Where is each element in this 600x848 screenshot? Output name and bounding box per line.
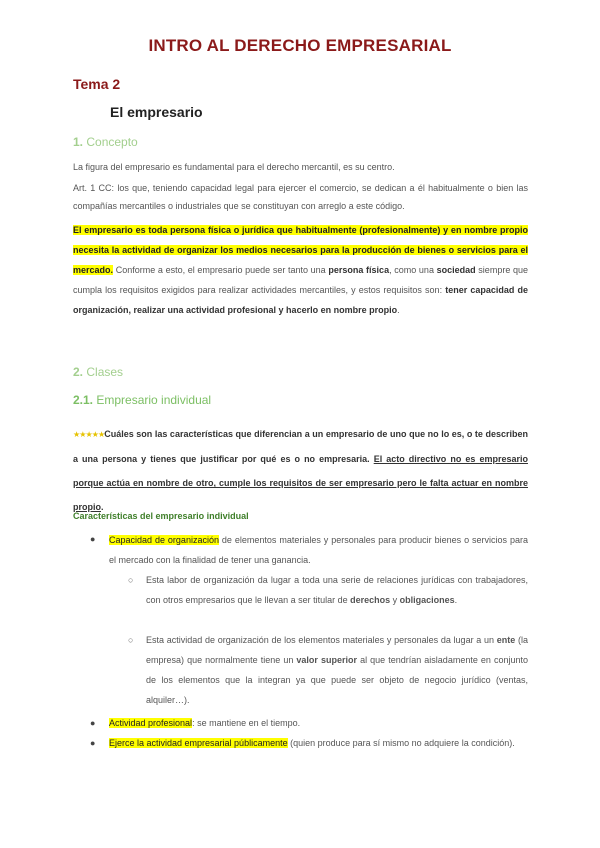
question-bold: Cuáles son las características que diferencian a un empresario de uno que no lo es, o te describen a una persona y tienes que justificar por qué es o no empresaria. — [73, 429, 529, 464]
section-1-label: Concepto — [86, 135, 138, 149]
section-2-1-label: Empresario individual — [96, 393, 212, 407]
bullet-2-text: : se mantiene en el tiempo. — [192, 718, 301, 728]
bullet-3-text: (quien produce para sí mismo no adquiere la condición). — [287, 738, 515, 748]
sub-1-bold-2: obligaciones — [399, 595, 455, 605]
tema-heading: Tema 2 — [73, 76, 121, 92]
bullet-1-text: de elementos materiales y personales para producir bienes o servicios para el mercado con la finalidad de tener una ganancia. — [109, 535, 528, 565]
star-rating-icon: ★★★★★ — [73, 430, 105, 439]
p3-text-1: Conforme a esto, el empresario puede ser tanto una — [113, 265, 329, 275]
sub-1-text-1: Esta labor de organización da lugar a toda una serie de relaciones jurídicas con trabajadores, con otros empresarios que le llevan a ser titular de — [146, 575, 528, 605]
bullet-dot-icon: ● — [90, 718, 96, 728]
p3-bold-3: tener capacidad de organización, realizar una actividad profesional y hacerlo en nombre propio — [73, 285, 528, 315]
p3-text-2: , como una — [389, 265, 437, 275]
characteristics-title: Características del empresario individual — [73, 511, 249, 521]
sub-1-bold-1: derechos — [350, 595, 391, 605]
p3-text-3: siempre que cumpla los requisitos exigidos para realizar actividades mercantiles, y estos requisitos son: — [73, 265, 529, 295]
definition-highlight: El empresario es toda persona física o jurídica que habitualmente (profesionalmente) y en nombre propio necesita la actividad de organizar los medios necesarios para la producción de bienes o servicios para el mercado. — [73, 225, 528, 275]
bullet-3-highlight: Ejerce la actividad empresarial públicamente — [109, 738, 288, 748]
sub-2-text-3: al que tendrían aisladamente en conjunto de los elementos que la integran ya que puede ser objeto de negocio jurídico (ventas, alquiler…). — [146, 655, 528, 705]
sub-2-bold-2: valor superior — [296, 655, 357, 665]
paragraph-3 — [73, 220, 528, 320]
section-1-heading — [73, 135, 138, 149]
bullet-item-1 — [109, 530, 528, 570]
p3-bold-1: persona física — [328, 265, 390, 275]
section-2-number: 2. — [73, 365, 84, 379]
bullet-2-highlight: Actividad profesional — [109, 718, 193, 728]
bullet-dot-icon: ● — [90, 534, 96, 544]
sub-2-text-2: (la empresa) que normalmente tiene un — [146, 635, 528, 665]
sub-bullet-item-1 — [146, 570, 528, 610]
sub-2-text-1: Esta actividad de organización de los elementos materiales y personales da lugar a un — [146, 635, 497, 645]
section-2-label: Clases — [86, 365, 124, 379]
question-underlined: El acto directivo no es empresario porque actúa en nombre de otro, cumple los requisitos de ser empresario pero le falta actuar en nombre propio — [73, 454, 528, 512]
bullet-dot-icon: ● — [90, 738, 96, 748]
sub-1-text-2: y — [390, 595, 400, 605]
sub-1-text-3: . — [454, 595, 458, 605]
paragraph-1: La figura del empresario es fundamental para el derecho mercantil, es su centro. — [73, 162, 395, 172]
section-2-heading — [73, 365, 123, 379]
paragraph-2: Art. 1 CC: los que, teniendo capacidad legal para ejercer el comercio, se dedican a él habitualmente o bien las compañías mercantiles o industriales que se constituyan con arreglo a este código. — [73, 183, 528, 211]
section-1-number: 1. — [73, 135, 84, 149]
bullet-item-3 — [109, 733, 528, 753]
sub-bullet-item-2 — [146, 630, 528, 710]
section-2-1-number: 2.1. — [73, 393, 94, 407]
section-2-1-heading — [73, 393, 211, 407]
p3-text-4: . — [397, 305, 400, 315]
sub-bullet-circle-icon: ○ — [128, 575, 134, 585]
question-paragraph — [73, 422, 528, 519]
document-title: INTRO AL DERECHO EMPRESARIAL — [148, 36, 452, 55]
p3-bold-2: sociedad — [436, 265, 476, 275]
question-end: . — [101, 502, 104, 512]
bullet-1-highlight: Capacidad de organización — [109, 535, 219, 545]
subtitle-heading: El empresario — [110, 104, 203, 120]
sub-bullet-circle-icon: ○ — [128, 635, 134, 645]
bullet-item-2 — [109, 713, 528, 733]
sub-2-bold-1: ente — [496, 635, 516, 645]
